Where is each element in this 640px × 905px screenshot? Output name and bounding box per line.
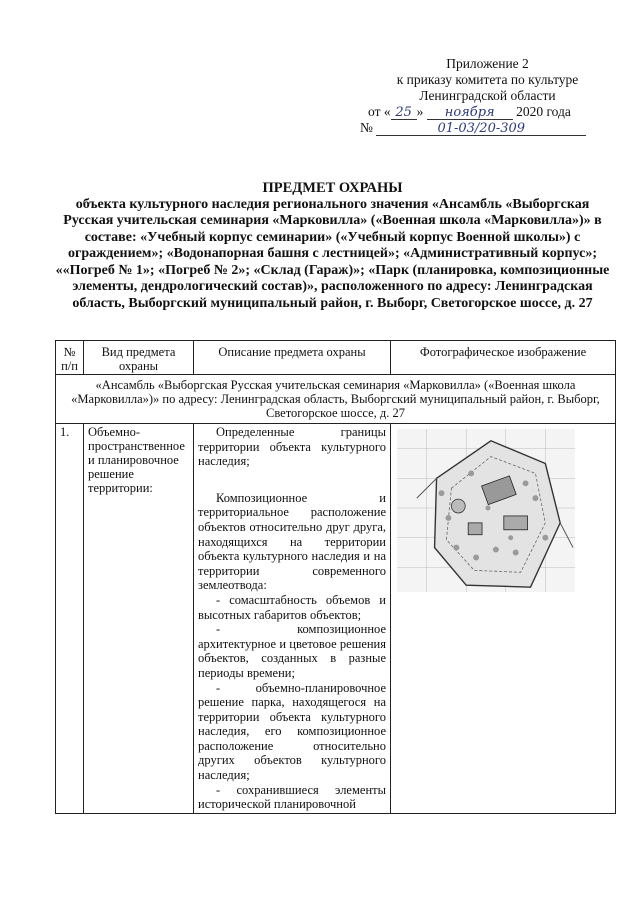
date-prefix: от « bbox=[368, 104, 391, 119]
row-type: Объемно-пространственное и планировочное решение территории: bbox=[84, 424, 194, 814]
protection-subject-table bbox=[55, 340, 616, 814]
section-title: «Ансамбль «Выборгская Русская учительская семинария «Марковилла» («Военная школа «Марковилла»)» по адресу: Ленинградская область, Выборгский муниципальный район, г. Выборг, Светогорское шоссе, д. 27 bbox=[56, 375, 616, 424]
desc-boundaries: Определенные границы территории объекта культурного наследия; bbox=[198, 425, 386, 469]
section-row bbox=[56, 375, 616, 424]
header-type: Вид предмета охраны bbox=[84, 341, 194, 375]
document-title bbox=[55, 180, 610, 312]
handwritten-month: ноября bbox=[427, 106, 513, 120]
appendix-committee-line: Ленинградской области bbox=[419, 88, 556, 103]
appendix-header bbox=[360, 56, 615, 136]
desc-composition: Композиционное и территориальное расположение объектов относительно друг друга, находящихся на территории объекта культурного наследия и на территории современного землеотвода: bbox=[198, 490, 386, 593]
desc-historic-elements: - сохранившиеся элементы исторической планировочной bbox=[198, 782, 386, 812]
desc-scale: - сомасштабность объемов и высотных габаритов объектов; bbox=[198, 592, 386, 622]
header-photo: Фотографическое изображение bbox=[391, 341, 616, 375]
appendix-order-line: к приказу комитета по культуре bbox=[396, 72, 579, 87]
date-year: 2020 года bbox=[516, 104, 571, 119]
header-number: № п/п bbox=[56, 341, 84, 375]
row-number: 1. bbox=[56, 424, 84, 814]
header-description: Описание предмета охраны bbox=[194, 341, 391, 375]
desc-park: - объемно-планировочное решение парка, находящегося на территории объекта культурного наследия, его композиционное расположение относительно других объектов культурного наследия; bbox=[198, 680, 386, 783]
title-heading: ПРЕДМЕТ ОХРАНЫ bbox=[262, 180, 403, 196]
appendix-title: Приложение 2 bbox=[446, 56, 529, 71]
number-prefix: № bbox=[360, 120, 373, 135]
table-row bbox=[56, 424, 616, 814]
appendix-number-line bbox=[360, 120, 615, 136]
site-plan-image bbox=[397, 428, 575, 593]
date-quote-close: » bbox=[416, 104, 424, 119]
table-header-row bbox=[56, 341, 616, 375]
title-object-description: объекта культурного наследия регионального значения «Ансамбль «Выборгская Русская учительская семинария «Марковилла» («Военная школа «Марковилла»)» в составе: «Учебный корпус семинарии» («Учебный корпус Военной школы») с ограждением»; «Водонапорная башня с лестницей»; «Административный корпус»; ««Погреб № 1»; «Погреб № 2»; «Склад (Гараж)»; «Парк (планировка, композиционные элементы, дендрологический состав)», расположенного по адресу: Ленинградская область, Выборгский муниципальный район, г. Выборг, Светогорское шоссе, д. 27 bbox=[55, 196, 610, 311]
row-description bbox=[194, 424, 391, 814]
handwritten-number: 01-03/20-309 bbox=[376, 122, 586, 136]
desc-architecture: - композиционное архитектурное и цветовое решения объектов, созданных в разные периоды времени; bbox=[198, 622, 386, 680]
appendix-date-line bbox=[360, 104, 615, 120]
row-photo bbox=[391, 424, 616, 814]
handwritten-day: 25 bbox=[391, 106, 417, 120]
